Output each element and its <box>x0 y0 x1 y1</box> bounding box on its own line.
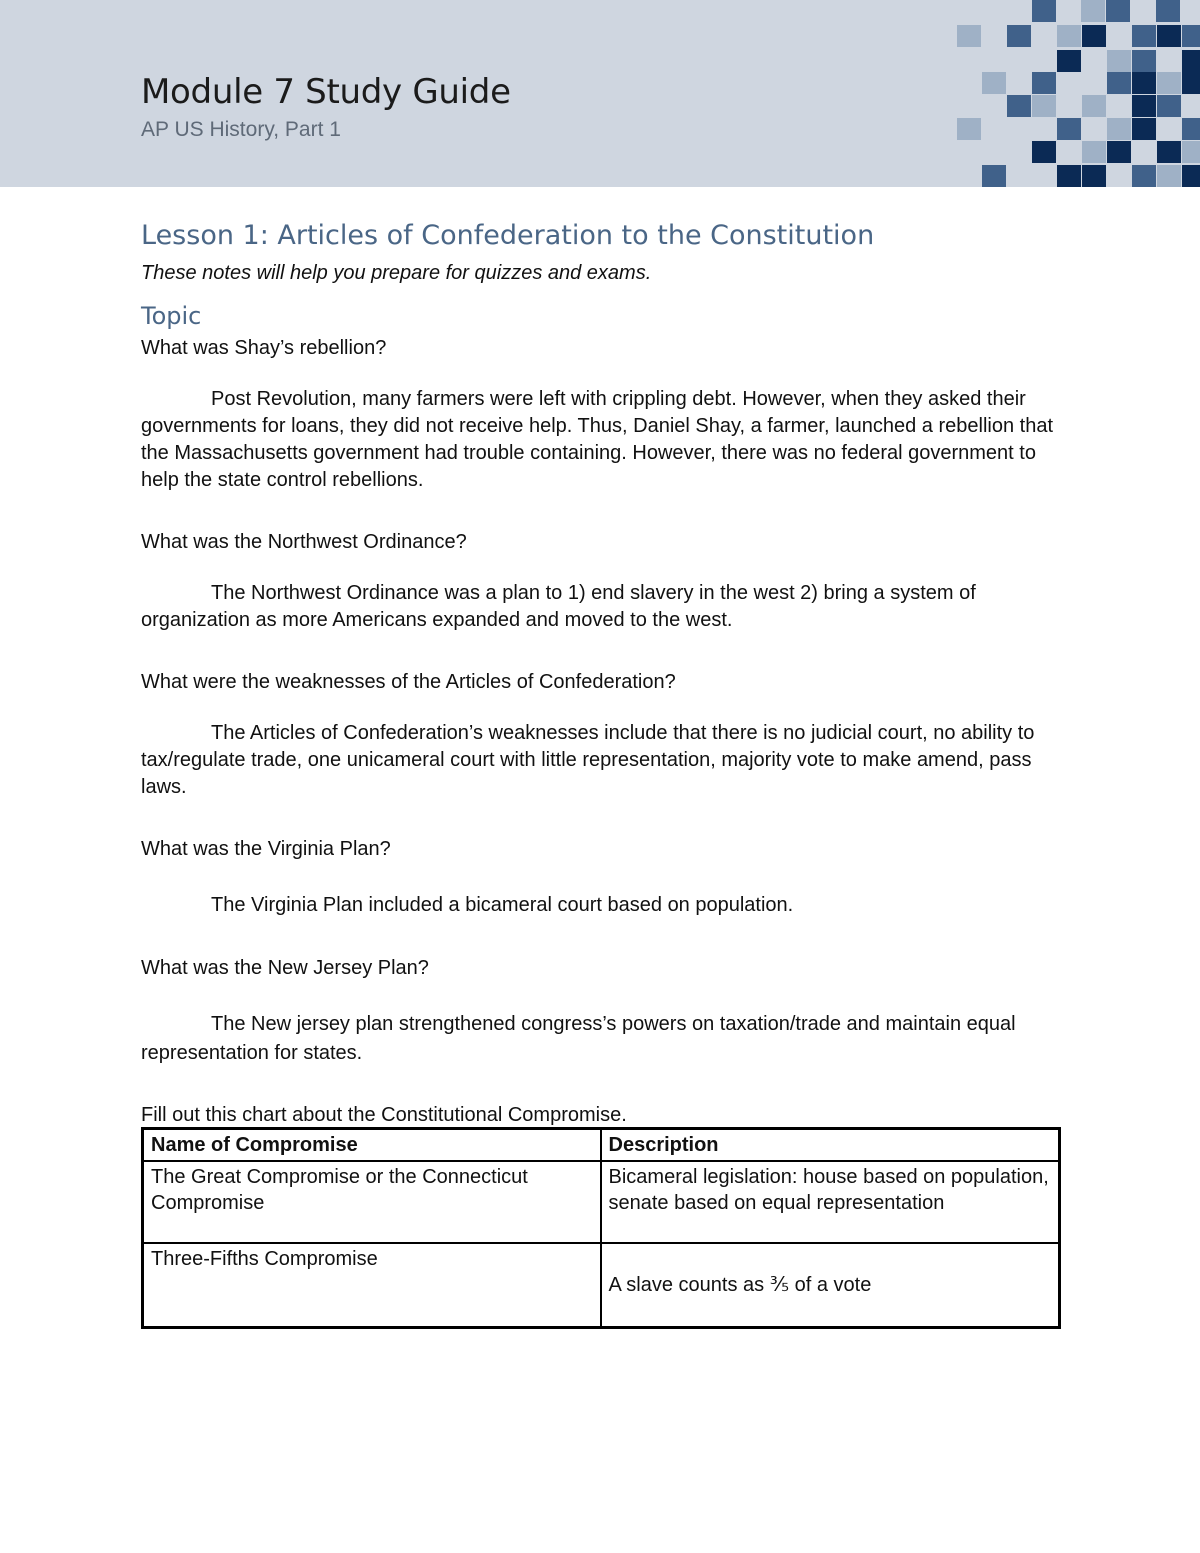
column-header-description: Description <box>601 1129 1060 1162</box>
question-shays-rebellion: What was Shay’s rebellion? <box>141 337 387 359</box>
question-northwest-ordinance: What was the Northwest Ordinance? <box>141 531 467 553</box>
mosaic-tile <box>1182 25 1200 47</box>
mosaic-tile <box>957 118 981 140</box>
mosaic-tile <box>1007 25 1031 47</box>
mosaic-tile <box>1032 95 1056 117</box>
mosaic-tile <box>1057 118 1081 140</box>
mosaic-tile <box>1082 95 1106 117</box>
mosaic-tile <box>1032 141 1056 163</box>
question-new-jersey-plan: What was the New Jersey Plan? <box>141 957 429 979</box>
compromise-table <box>141 1127 1061 1329</box>
mosaic-tile <box>1107 141 1131 163</box>
mosaic-tile <box>1132 50 1156 72</box>
mosaic-tile <box>982 165 1006 187</box>
table-cell-name: Three-Fifths Compromise <box>143 1243 601 1327</box>
chart-instructions: Fill out this chart about the Constitutional Compromise. <box>141 1104 627 1126</box>
document-subtitle: AP US History, Part 1 <box>141 118 341 141</box>
mosaic-tile <box>1057 50 1081 72</box>
mosaic-tile <box>1032 0 1056 22</box>
table-cell-description: A slave counts as ⅗ of a vote <box>601 1243 1060 1327</box>
column-header-name: Name of Compromise <box>143 1129 601 1162</box>
mosaic-tile <box>1156 0 1180 22</box>
mosaic-tile <box>1107 72 1131 94</box>
lesson-title: Lesson 1: Articles of Confederation to the Constitution <box>141 220 875 251</box>
table-row <box>143 1243 1060 1327</box>
document-title: Module 7 Study Guide <box>141 72 511 112</box>
mosaic-tile <box>1032 72 1056 94</box>
mosaic-tile <box>1132 95 1156 117</box>
mosaic-tile <box>1157 95 1181 117</box>
header-banner <box>0 0 1200 187</box>
mosaic-tile <box>1182 141 1200 163</box>
answer-northwest-ordinance: The Northwest Ordinance was a plan to 1) end slavery in the west 2) bring a system of organization as more Americans expanded and moved to the west. <box>141 582 976 631</box>
question-virginia-plan: What was the Virginia Plan? <box>141 838 391 860</box>
table-cell-description: Bicameral legislation: house based on population, senate based on equal representation <box>601 1161 1060 1243</box>
mosaic-tile <box>1107 50 1131 72</box>
mosaic-tile <box>1182 50 1200 72</box>
mosaic-tile <box>1132 165 1156 187</box>
mosaic-tile <box>957 25 981 47</box>
document-body <box>141 218 1061 1329</box>
qa-section <box>141 335 1061 1068</box>
mosaic-tile <box>1182 165 1200 187</box>
mosaic-tile <box>1107 118 1131 140</box>
question-articles-weaknesses: What were the weaknesses of the Articles of Confederation? <box>141 671 676 693</box>
answer-virginia-plan: The Virginia Plan included a bicameral court based on population. <box>211 894 794 916</box>
mosaic-tile <box>1082 165 1106 187</box>
mosaic-tile <box>1082 25 1106 47</box>
table-row <box>143 1161 1060 1243</box>
table-header-row <box>143 1129 1060 1162</box>
mosaic-tile <box>1082 141 1106 163</box>
mosaic-tile <box>982 72 1006 94</box>
mosaic-tile <box>1106 0 1130 22</box>
mosaic-tile <box>1081 0 1105 22</box>
answer-new-jersey-plan: The New jersey plan strengthened congress’s powers on taxation/trade and maintain equal representation for states. <box>141 1013 1016 1064</box>
mosaic-tile <box>1132 118 1156 140</box>
topic-heading: Topic <box>141 302 202 330</box>
mosaic-tile <box>1182 72 1200 94</box>
mosaic-tile <box>1157 72 1181 94</box>
table-cell-name: The Great Compromise or the Connecticut Compromise <box>143 1161 601 1243</box>
answer-shays-rebellion: Post Revolution, many farmers were left with crippling debt. However, when they asked their governments for loans, they did not receive help. Thus, Daniel Shay, a farmer, launched a rebellion that the Massachusetts government had trouble containing. However, there was no federal government to help the state control rebellions. <box>141 388 1054 491</box>
mosaic-tile <box>1132 72 1156 94</box>
mosaic-tile <box>1007 95 1031 117</box>
answer-articles-weaknesses: The Articles of Confederation’s weaknesses include that there is no judicial court, no ability to tax/regulate trade, one unicameral court with little representation, majority vote to make amend, pass laws. <box>141 722 1035 798</box>
mosaic-tile <box>1157 165 1181 187</box>
mosaic-tile <box>1057 165 1081 187</box>
mosaic-tile <box>1157 25 1181 47</box>
mosaic-tile <box>1157 141 1181 163</box>
mosaic-tile <box>1182 118 1200 140</box>
lesson-intro: These notes will help you prepare for quizzes and exams. <box>141 262 652 284</box>
mosaic-tile <box>1132 25 1156 47</box>
mosaic-tile <box>1057 25 1081 47</box>
